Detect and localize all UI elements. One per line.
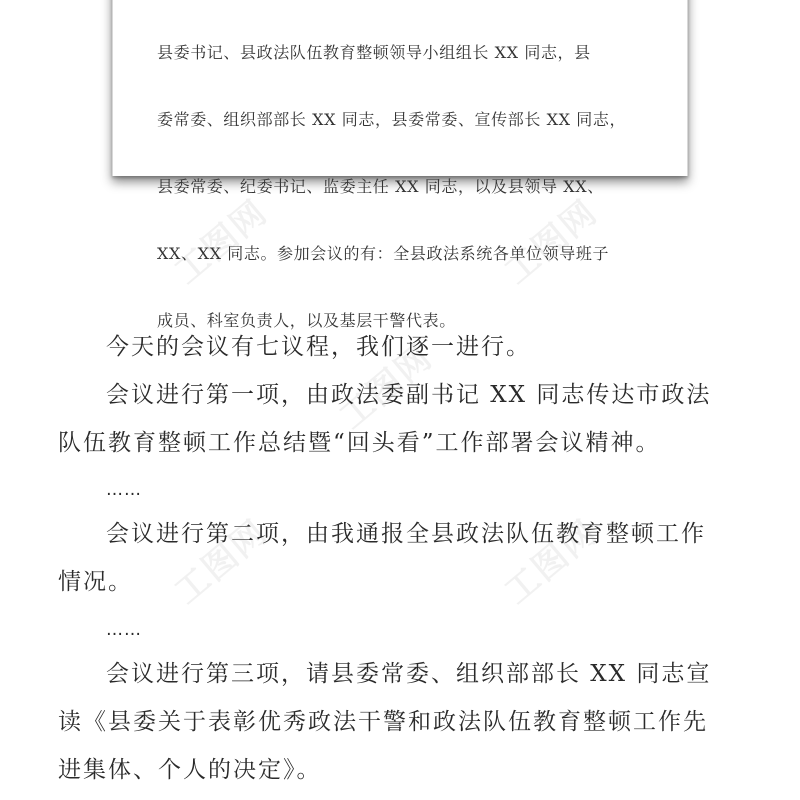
paragraph-agenda-intro xyxy=(58,323,748,371)
card-line: 县委书记、县政法队伍教育整顿领导小组组长 XX 同志，县 xyxy=(157,42,591,62)
paragraph-line: 会议进行第一项，由政法委副书记 XX 同志传达市政法 xyxy=(106,382,712,408)
paragraph-line: 队伍教育整顿工作总结暨“回头看”工作部署会议精神。 xyxy=(58,430,661,456)
paragraph-line: 会议进行第三项，请县委常委、组织部部长 XX 同志宣 xyxy=(106,661,712,687)
paragraph-line: 今天的会议有七议程，我们逐一进行。 xyxy=(106,334,531,360)
watermark-logo: 工图网 xyxy=(332,337,441,438)
watermark-logo: 工图网 xyxy=(167,512,276,613)
card-line: XX、XX 同志。参加会议的有：全县政法系统各单位领导班子 xyxy=(157,243,610,263)
paragraph-line: 进集体、个人的决定》。 xyxy=(58,757,322,783)
paragraph-item-1 xyxy=(58,371,748,467)
watermark-logo: 工图网 xyxy=(497,192,606,293)
ellipsis: …… xyxy=(106,620,142,640)
paragraph-item-2 xyxy=(58,510,748,606)
watermark-logo: 工图网 xyxy=(497,512,606,613)
card-line: 成员、科室负责人，以及基层干警代表。 xyxy=(157,310,456,330)
card-line: 委常委、组织部部长 XX 同志，县委常委、宣传部长 XX 同志， xyxy=(157,109,627,129)
card-text xyxy=(157,2,657,371)
card-line: 县委常委、纪委书记、监委主任 XX 同志，以及县领导 XX、 xyxy=(157,176,604,196)
ellipsis: …… xyxy=(106,480,142,500)
paragraph-line: 会议进行第二项，由我通报全县政法队伍教育整顿工作 xyxy=(106,521,706,547)
paragraph-line: 情况。 xyxy=(58,569,133,595)
paragraph-item-3 xyxy=(58,650,748,794)
paragraph-line: 读《县委关于表彰优秀政法干警和政法队伍教育整顿工作先 xyxy=(58,709,708,735)
watermark-logo: 工图网 xyxy=(167,192,276,293)
